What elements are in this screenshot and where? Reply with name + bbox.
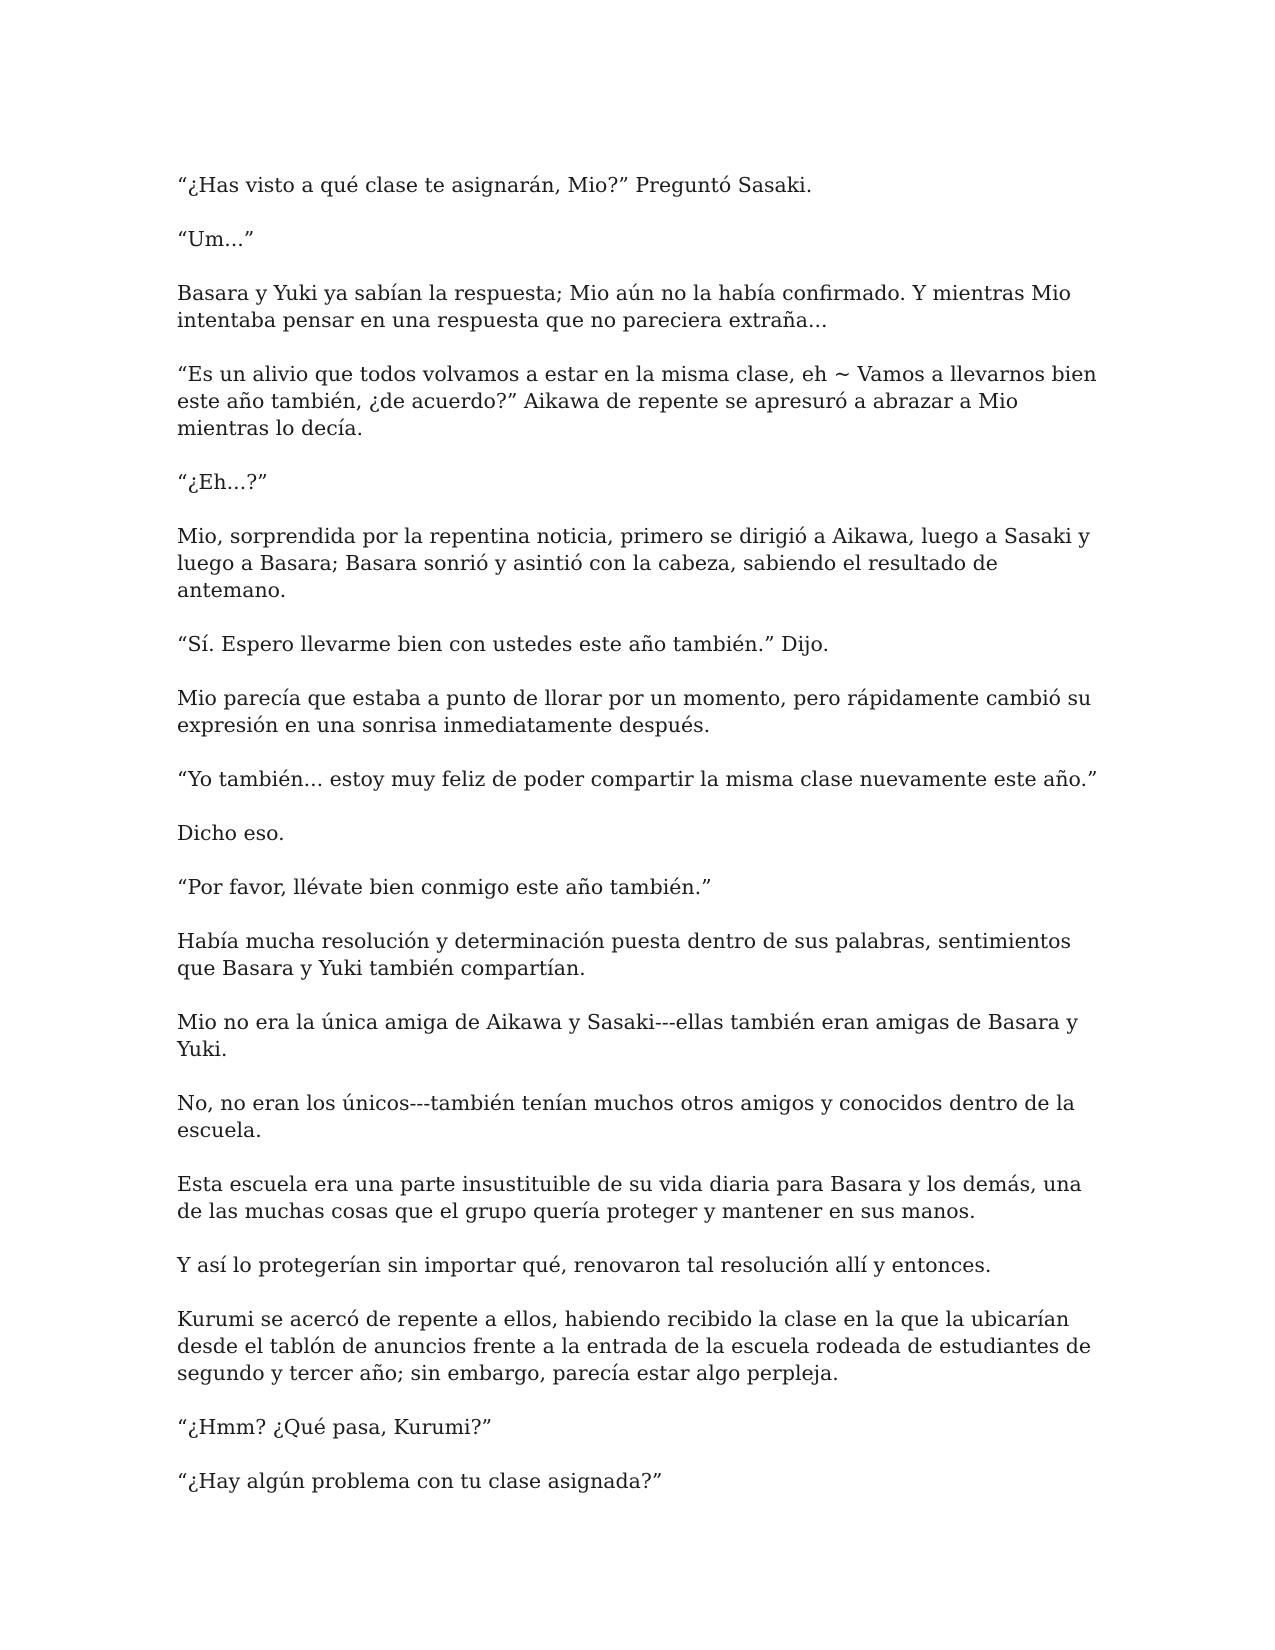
paragraph-6: Mio, sorprendida por la repentina noticia, primero se dirigió a Aikawa, luego a Sasaki y luego a Basara; Basara sonrió y asintió con la cabeza, sabiendo el resultado de antemano.: [177, 524, 1090, 602]
paragraph-2: “Um...”: [177, 227, 255, 251]
paragraph-5: “¿Eh...?”: [177, 470, 268, 494]
paragraph-1: “¿Has visto a qué clase te asignarán, Mio?” Preguntó Sasaki.: [177, 173, 813, 197]
paragraph-12: Había mucha resolución y determinación puesta dentro de sus palabras, sentimientos que Basara y Yuki también compartían.: [177, 929, 1072, 980]
paragraph-13: Mio no era la única amiga de Aikawa y Sasaki---ellas también eran amigas de Basara y Yuki.: [177, 1010, 1078, 1061]
paragraph-17: Kurumi se acercó de repente a ellos, habiendo recibido la clase en la que la ubicarían desde el tablón de anuncios frente a la entrada de la escuela rodeada de estudiantes de segundo y tercer año; sin embargo, parecía estar algo perpleja.: [177, 1307, 1092, 1385]
paragraph-9: “Yo también... estoy muy feliz de poder compartir la misma clase nuevamente este año.”: [177, 767, 1098, 791]
paragraph-15: Esta escuela era una parte insustituible de su vida diaria para Basara y los demás, una de las muchas cosas que el grupo quería proteger y mantener en sus manos.: [177, 1172, 1082, 1223]
paragraph-18: “¿Hmm? ¿Qué pasa, Kurumi?”: [177, 1415, 493, 1439]
paragraph-11: “Por favor, llévate bien conmigo este año también.”: [177, 875, 712, 899]
paragraph-7: “Sí. Espero llevarme bien con ustedes este año también.” Dijo.: [177, 632, 829, 656]
paragraph-4: “Es un alivio que todos volvamos a estar en la misma clase, eh ~ Vamos a llevarnos bien este año también, ¿de acuerdo?” Aikawa de repente se apresuró a abrazar a Mio mientras lo decía.: [177, 362, 1097, 440]
paragraph-3: Basara y Yuki ya sabían la respuesta; Mio aún no la había confirmado. Y mientras Mio intentaba pensar en una respuesta que no pareciera extraña...: [177, 281, 1072, 332]
paragraph-10: Dicho eso.: [177, 821, 285, 845]
paragraph-8: Mio parecía que estaba a punto de llorar por un momento, pero rápidamente cambió su expresión en una sonrisa inmediatamente después.: [177, 686, 1092, 737]
paragraph-14: No, no eran los únicos---también tenían muchos otros amigos y conocidos dentro de la escuela.: [177, 1091, 1075, 1142]
paragraph-19: “¿Hay algún problema con tu clase asignada?”: [177, 1469, 663, 1493]
paragraph-16: Y así lo protegerían sin importar qué, renovaron tal resolución allí y entonces.: [177, 1253, 992, 1277]
document-page: [177, 172, 1107, 1522]
